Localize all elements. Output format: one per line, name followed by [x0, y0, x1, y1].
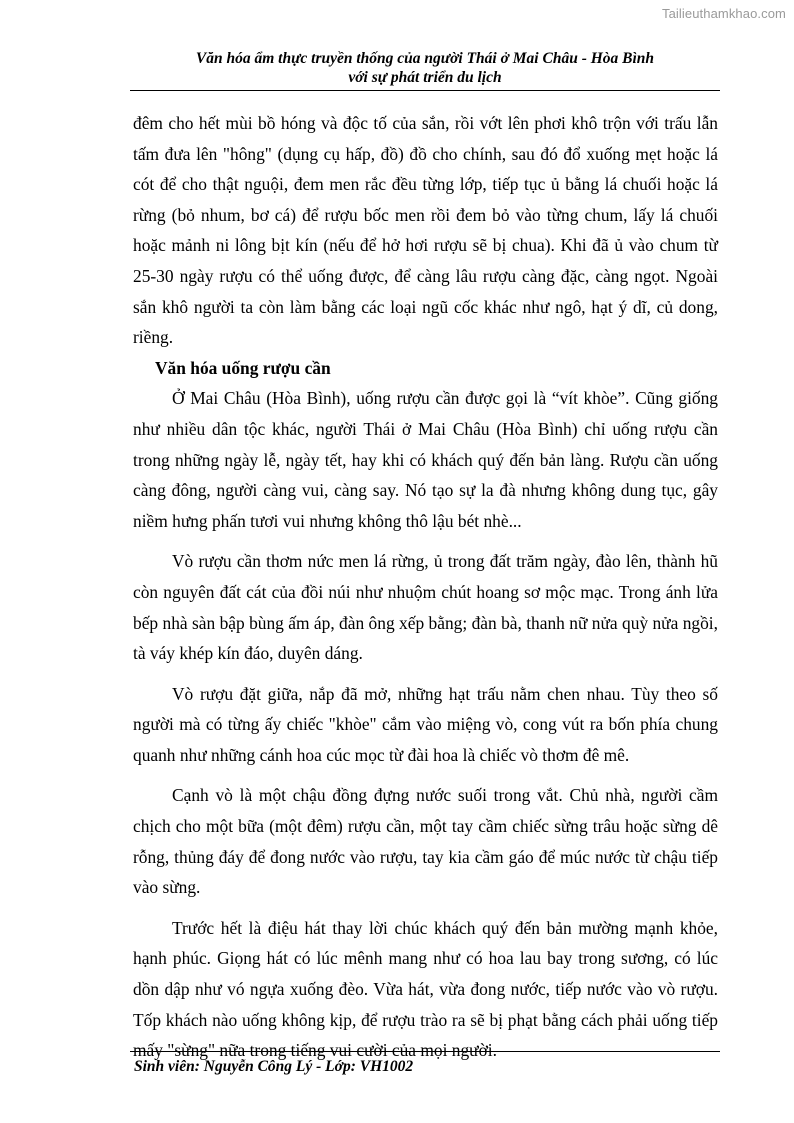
paragraph-continuation: đêm cho hết mùi bồ hóng và độc tố của sắn, rồi vớt lên phơi khô trộn với trấu lẫn tấm đưa lên "hông" (dụng cụ hấp, đồ) đồ cho chính, sau đó đổ xuống mẹt hoặc lá cót để cho thật nguội, đem men rắc đều từng lớp, tiếp tục ủ bằng lá chuối hoặc lá rừng (bỏ nhum, bơ cá) để rượu bốc men rồi đem bỏ vào từng chum, lấy lá chuối hoặc mảnh ni lông bịt kín (nếu để hở hơi rượu sẽ bị chua). Khi đã ủ vào chum từ 25-30 ngày rượu có thể uống được, để càng lâu rượu càng đặc, càng ngọt. Ngoài sắn khô người ta còn làm bằng các loại ngũ cốc khác như ngô, hạt ý dĩ, củ dong, riềng.: [133, 113, 718, 348]
section-heading: Văn hóa uống rượu cần: [155, 357, 331, 378]
page-header: [130, 49, 720, 87]
footer-divider: [130, 1051, 720, 1052]
paragraph-setting: Vò rượu đặt giữa, nắp đã mở, những hạt trấu nằm chen nhau. Tùy theo số người mà có từng ấy chiếc "khòe" cắm vào miệng vò, cong vút ra bốn phía chung quanh như những cánh hoa cúc mọc từ đài hoa là chiếc vò thơm đê mê.: [133, 683, 718, 765]
header-title-line1: Văn hóa ẩm thực truyền thống của người Thái ở Mai Châu - Hòa Bình: [195, 50, 655, 67]
page-footer: Sinh viên: Nguyễn Công Lý - Lớp: VH1002: [134, 1058, 414, 1075]
paragraph-intro: Ở Mai Châu (Hòa Bình), uống rượu cần được gọi là “vít khòe”. Cũng giống như nhiều dân tộc khác, người Thái ở Mai Châu (Hòa Bình) chỉ uống rượu cần trong những ngày lễ, ngày tết, hay khi có khách quý đến bản làng. Rượu cần uống càng đông, người càng vui, càng say. Nó tạo sự la đà nhưng không dung tục, gây niềm hưng phấn tươi vui nhưng không thô lậu bét nhè...: [133, 388, 718, 531]
watermark: Tailieuthamkhao.com: [661, 6, 786, 21]
paragraph-jar: Vò rượu cần thơm nức men lá rừng, ủ trong đất trăm ngày, đào lên, thành hũ còn nguyên đất cát của đồi núi như nhuộm chút hoang sơ mộc mạc. Trong ánh lửa bếp nhà sàn bập bùng ấm áp, đàn ông xếp bằng; đàn bà, thanh nữ nửa quỳ nửa ngồi, tà váy khép kín đáo, duyên dáng.: [133, 551, 718, 664]
paragraph-host: Cạnh vò là một chậu đồng đựng nước suối trong vắt. Chủ nhà, người cầm chịch cho một bữa (một đêm) rượu cần, một tay cầm chiếc sừng trâu hoặc sừng dê rỗng, thủng đáy để đong nước vào rượu, tay kia cầm gáo để múc nước từ chậu tiếp vào sừng.: [133, 785, 718, 898]
header-divider: [130, 90, 720, 91]
paragraph-song: Trước hết là điệu hát thay lời chúc khách quý đến bản mường mạnh khỏe, hạnh phúc. Giọng hát có lúc mênh mang như có hoa lau bay trong sương, có lúc dồn dập như vó ngựa xuống đèo. Vừa hát, vừa đong nước, tiếp nước vào vò rượu. Tốp khách nào uống không kịp, để rượu trào ra sẽ bị phạt bằng cách phải uống tiếp mấy "sừng" nữa trong tiếng vui cười của mọi người.: [133, 917, 718, 1061]
document-body: [133, 108, 718, 1066]
header-title-line2: với sự phát triển du lịch: [348, 69, 502, 86]
